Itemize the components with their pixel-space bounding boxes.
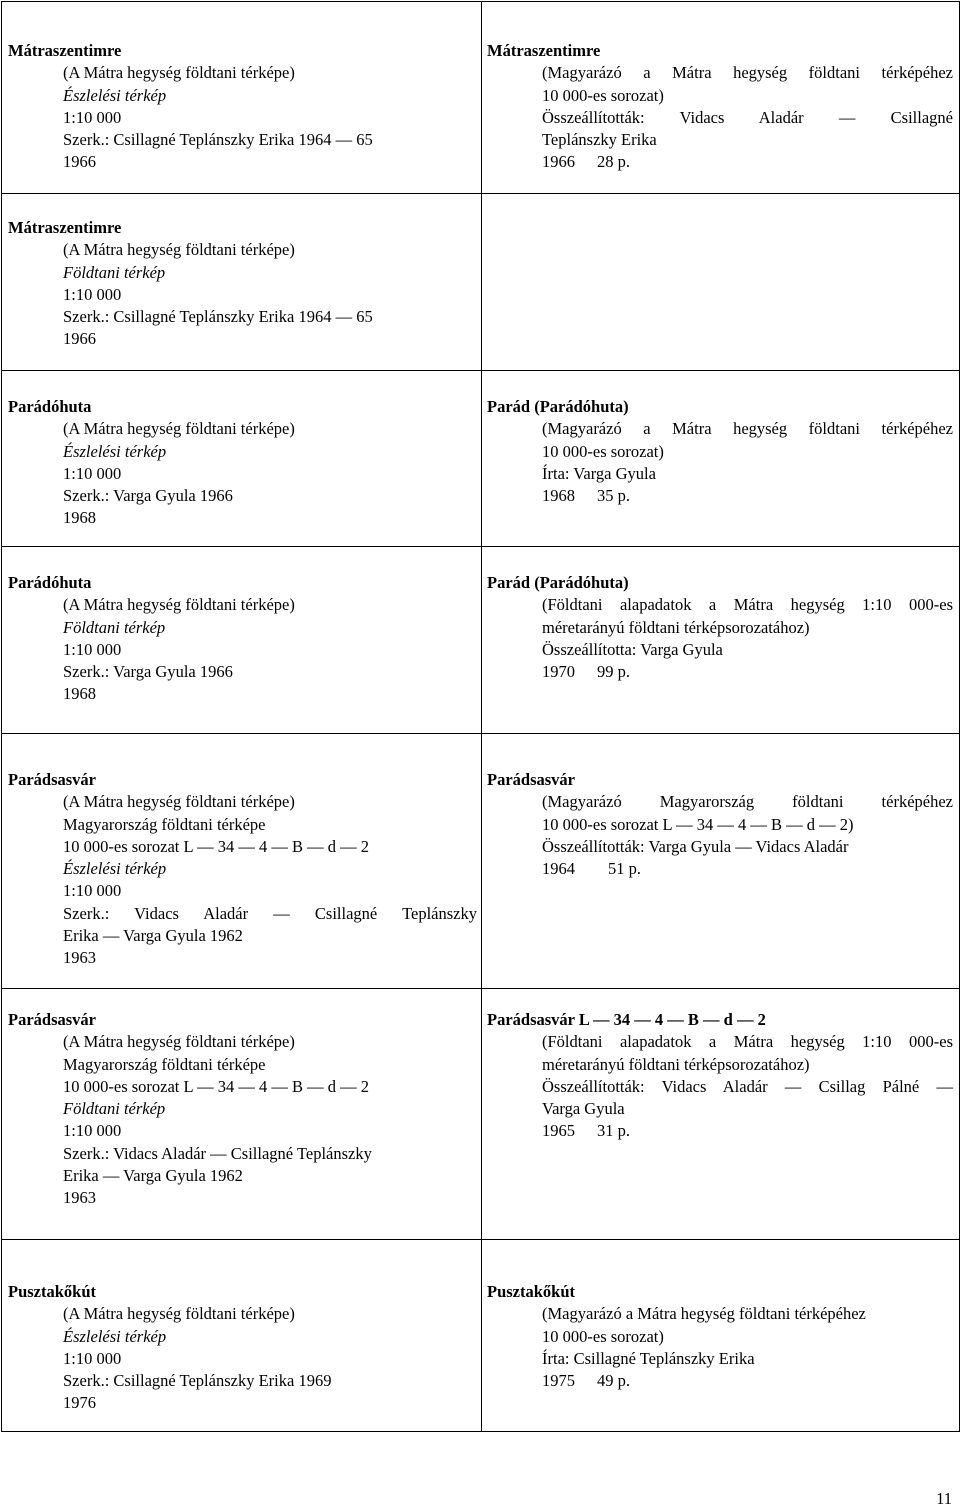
map-editor: Szerk.: Vidacs Aladár — Csillagné Teplánszky (63, 1143, 372, 1163)
map-editor: Szerk.: Varga Gyula 1966 (63, 486, 233, 506)
explanation-line: Összeállították: Vidacs Aladár — Csillagné (542, 107, 953, 127)
catalog-table (1, 1, 960, 1432)
map-type: Földtani térkép (63, 617, 166, 637)
explanation-cell-5 (482, 734, 960, 989)
explanation-year: 1964 (542, 859, 575, 879)
map-editor-cont: Erika — Varga Gyula 1962 (63, 926, 243, 946)
explanation-line: (Magyarázó Magyarország földtani térképéhez (542, 792, 953, 812)
entry-row-3 (2, 371, 960, 547)
map-type: Földtani térkép (63, 1099, 166, 1119)
map-editor-cont: Erika — Varga Gyula 1962 (63, 1166, 243, 1186)
map-year: 1976 (63, 1393, 96, 1413)
explanation-year-pages (487, 485, 953, 507)
explanation-year-pages (487, 151, 953, 173)
explanation-year-pages (487, 1120, 953, 1142)
map-editor: Szerk.: Vidacs Aladár — Csillagné Teplánszky (63, 903, 477, 923)
map-year: 1963 (63, 1188, 96, 1208)
explanation-cell-7 (482, 1240, 960, 1432)
explanation-year: 1965 (542, 1121, 575, 1141)
map-cell-2 (2, 194, 482, 371)
map-year: 1963 (63, 948, 96, 968)
explanation-line: Összeállították: Vidacs Aladár — Csillag Pálné — (542, 1076, 953, 1096)
entry-row-2 (2, 194, 960, 371)
explanation-line: Írta: Csillagné Teplánszky Erika (542, 1348, 755, 1368)
map-editor: Szerk.: Csillagné Teplánszky Erika 1969 (63, 1371, 332, 1391)
explanation-cell-2-empty (482, 194, 960, 371)
explanation-year: 1975 (542, 1371, 575, 1391)
map-title: Parádsasvár (8, 1010, 96, 1029)
explanation-line: Teplánszky Erika (542, 130, 657, 150)
map-year: 1968 (63, 684, 96, 704)
map-title: Mátraszentimre (8, 218, 122, 237)
map-scale: 1:10 000 (63, 1348, 122, 1368)
explanation-line: Írta: Varga Gyula (542, 463, 656, 483)
map-cell-1 (2, 2, 482, 194)
map-title: Mátraszentimre (8, 41, 122, 60)
explanation-year-pages (487, 1370, 953, 1392)
explanation-pages: 35 p. (597, 486, 630, 506)
entry-row-7 (2, 1240, 960, 1432)
map-type: Észlelési térkép (63, 441, 167, 461)
explanation-line: Összeállította: Varga Gyula (542, 639, 723, 659)
explanation-pages: 99 p. (597, 662, 630, 682)
map-scale: 1:10 000 (63, 639, 122, 659)
explanation-title: Parád (Parádóhuta) (487, 397, 629, 416)
map-editor: Szerk.: Varga Gyula 1966 (63, 662, 233, 682)
explanation-line: (Magyarázó a Mátra hegység földtani térképéhez (542, 1304, 866, 1324)
explanation-line: (Földtani alapadatok a Mátra hegység 1:10 000-es (542, 1032, 953, 1052)
explanation-line: méretarányú földtani térképsorozatához) (542, 617, 810, 637)
map-cell-3 (2, 371, 482, 547)
explanation-line: 10 000-es sorozat) (542, 1326, 664, 1346)
map-title: Pusztakőkút (8, 1282, 97, 1301)
map-type: Észlelési térkép (63, 85, 167, 105)
explanation-title: Pusztakőkút (487, 1282, 576, 1301)
map-subtitle: (A Mátra hegység földtani térképe) (63, 595, 295, 615)
explanation-line: (Magyarázó a Mátra hegység földtani térképéhez (542, 63, 953, 83)
explanation-year: 1966 (542, 152, 575, 172)
map-scale: 1:10 000 (63, 881, 122, 901)
map-year: 1968 (63, 508, 96, 528)
explanation-pages: 28 p. (597, 152, 630, 172)
map-year: 1966 (63, 152, 96, 172)
explanation-line: 10 000-es sorozat) (542, 441, 664, 461)
explanation-title: Parád (Parádóhuta) (487, 573, 629, 592)
entry-row-4 (2, 547, 960, 734)
map-series-code: 10 000-es sorozat L — 34 — 4 — B — d — 2 (63, 1076, 369, 1096)
explanation-title: Parádsasvár (487, 770, 575, 789)
map-subtitle: (A Mátra hegység földtani térképe) (63, 240, 295, 260)
map-editor: Szerk.: Csillagné Teplánszky Erika 1964 — 65 (63, 130, 373, 150)
map-subtitle: (A Mátra hegység földtani térképe) (63, 419, 295, 439)
explanation-pages: 51 p. (608, 859, 641, 879)
map-year: 1966 (63, 329, 96, 349)
explanation-pages: 49 p. (597, 1371, 630, 1391)
page-number: 11 (936, 1489, 952, 1508)
map-scale: 1:10 000 (63, 284, 122, 304)
map-editor: Szerk.: Csillagné Teplánszky Erika 1964 — 65 (63, 307, 373, 327)
map-subtitle: (A Mátra hegység földtani térképe) (63, 63, 295, 83)
explanation-line: 10 000-es sorozat L — 34 — 4 — B — d — 2) (542, 814, 854, 834)
map-series: Magyarország földtani térképe (63, 814, 266, 834)
map-cell-7 (2, 1240, 482, 1432)
explanation-line: méretarányú földtani térképsorozatához) (542, 1054, 810, 1074)
explanation-line: (Földtani alapadatok a Mátra hegység 1:10 000-es (542, 595, 953, 615)
map-subtitle: (A Mátra hegység földtani térképe) (63, 1032, 295, 1052)
explanation-cell-4 (482, 547, 960, 734)
map-cell-6 (2, 989, 482, 1240)
map-subtitle: (A Mátra hegység földtani térképe) (63, 1304, 295, 1324)
explanation-title: Mátraszentimre (487, 41, 601, 60)
explanation-cell-6 (482, 989, 960, 1240)
explanation-cell-3 (482, 371, 960, 547)
explanation-line: (Magyarázó a Mátra hegység földtani térképéhez (542, 419, 953, 439)
map-scale: 1:10 000 (63, 1121, 122, 1141)
explanation-year-pages (487, 858, 953, 880)
explanation-year: 1970 (542, 662, 575, 682)
map-subtitle: (A Mátra hegység földtani térképe) (63, 792, 295, 812)
explanation-year-pages (487, 661, 953, 683)
entry-row-5 (2, 734, 960, 989)
explanation-pages: 31 p. (597, 1121, 630, 1141)
map-scale: 1:10 000 (63, 107, 122, 127)
map-series-code: 10 000-es sorozat L — 34 — 4 — B — d — 2 (63, 836, 369, 856)
map-title: Parádóhuta (8, 573, 92, 592)
map-series: Magyarország földtani térképe (63, 1054, 266, 1074)
entry-row-1 (2, 2, 960, 194)
map-scale: 1:10 000 (63, 463, 122, 483)
entry-row-6 (2, 989, 960, 1240)
map-type: Észlelési térkép (63, 859, 167, 879)
explanation-year: 1968 (542, 486, 575, 506)
explanation-line: 10 000-es sorozat) (542, 85, 664, 105)
map-title: Parádóhuta (8, 397, 92, 416)
map-cell-5 (2, 734, 482, 989)
map-type: Észlelési térkép (63, 1326, 167, 1346)
map-type: Földtani térkép (63, 262, 166, 282)
explanation-line: Varga Gyula (542, 1099, 625, 1119)
explanation-title: Parádsasvár L — 34 — 4 — B — d — 2 (487, 1010, 766, 1029)
map-title: Parádsasvár (8, 770, 96, 789)
map-cell-4 (2, 547, 482, 734)
explanation-cell-1 (482, 2, 960, 194)
explanation-line: Összeállították: Varga Gyula — Vidacs Aladár (542, 836, 849, 856)
